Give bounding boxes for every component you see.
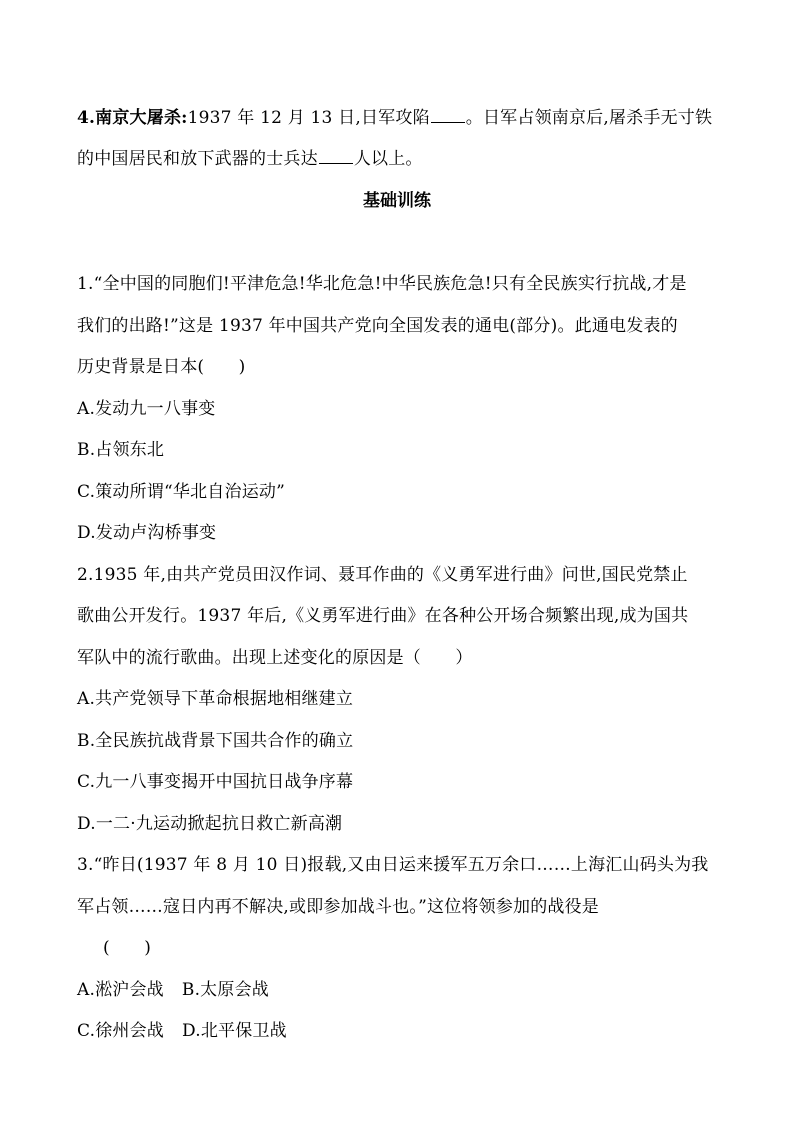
intro-line-1 <box>77 106 712 130</box>
q2-line-2: 歌曲公开发行。1937 年后,《义勇军进行曲》在各种公开场合频繁出现,成为国共 <box>77 606 689 626</box>
q1-option-a[interactable]: A.发动九一八事变 <box>77 399 216 419</box>
answer-blank-1[interactable] <box>431 106 465 123</box>
answer-blank-2[interactable] <box>319 147 353 164</box>
q3-option-d[interactable]: D.北平保卫战 <box>182 1021 287 1041</box>
q1-line-1: 1.“全中国的同胞们!平津危急!华北危急!中华民族危急!只有全民族实行抗战,才是 <box>77 274 687 294</box>
q4-text-b: 。日军占领南京后,屠杀手无寸铁 <box>465 108 713 128</box>
q1-option-b[interactable]: B.占领东北 <box>77 440 165 460</box>
q3-option-c[interactable]: C.徐州会战 <box>77 1021 165 1041</box>
q4-label: 4.南京大屠杀: <box>77 108 188 128</box>
q1-line-2: 我们的出路!”这是 1937 年中国共产党向全国发表的通电(部分)。此通电发表的 <box>77 316 678 336</box>
q2-option-c[interactable]: C.九一八事变揭开中国抗日战争序幕 <box>77 772 354 792</box>
q2-option-b[interactable]: B.全民族抗战背景下国共合作的确立 <box>77 731 354 751</box>
q3-options-row-2 <box>77 1019 287 1043</box>
q3-option-b[interactable]: B.太原会战 <box>181 980 269 1000</box>
q3-options-row-1 <box>77 978 269 1002</box>
q4-text-d: 人以上。 <box>353 149 423 169</box>
q2-option-a[interactable]: A.共产党领导下革命根据地相继建立 <box>77 689 354 709</box>
q3-line-1: 3.“昨日(1937 年 8 月 10 日)报载,又由日运来援军五万余口……上海汇山码头为我 <box>77 855 709 875</box>
q1-option-c[interactable]: C.策动所谓“华北自治运动” <box>77 482 285 502</box>
q1-option-d[interactable]: D.发动卢沟桥事变 <box>77 523 217 543</box>
q4-text-c: 的中国居民和放下武器的士兵达 <box>77 149 318 169</box>
q3-line-2: 军占领……寇日内再不解决,或即参加战斗也。”这位将领参加的战役是 <box>77 897 599 917</box>
q3-option-a[interactable]: A.淞沪会战 <box>77 980 164 1000</box>
q2-option-d[interactable]: D.一二·九运动掀起抗日救亡新高潮 <box>77 814 343 834</box>
q4-text-a: 1937 年 12 月 13 日,日军攻陷 <box>187 108 430 128</box>
q1-line-3: 历史背景是日本( ) <box>77 357 246 377</box>
intro-line-2 <box>77 147 423 171</box>
section-title: 基础训练 <box>363 191 431 211</box>
q2-line-3: 军队中的流行歌曲。出现上述变化的原因是（ ） <box>77 648 473 668</box>
q2-line-1: 2.1935 年,由共产党员田汉作词、聂耳作曲的《义勇军进行曲》问世,国民党禁止 <box>77 565 688 585</box>
q3-line-3: ( ) <box>103 938 152 958</box>
